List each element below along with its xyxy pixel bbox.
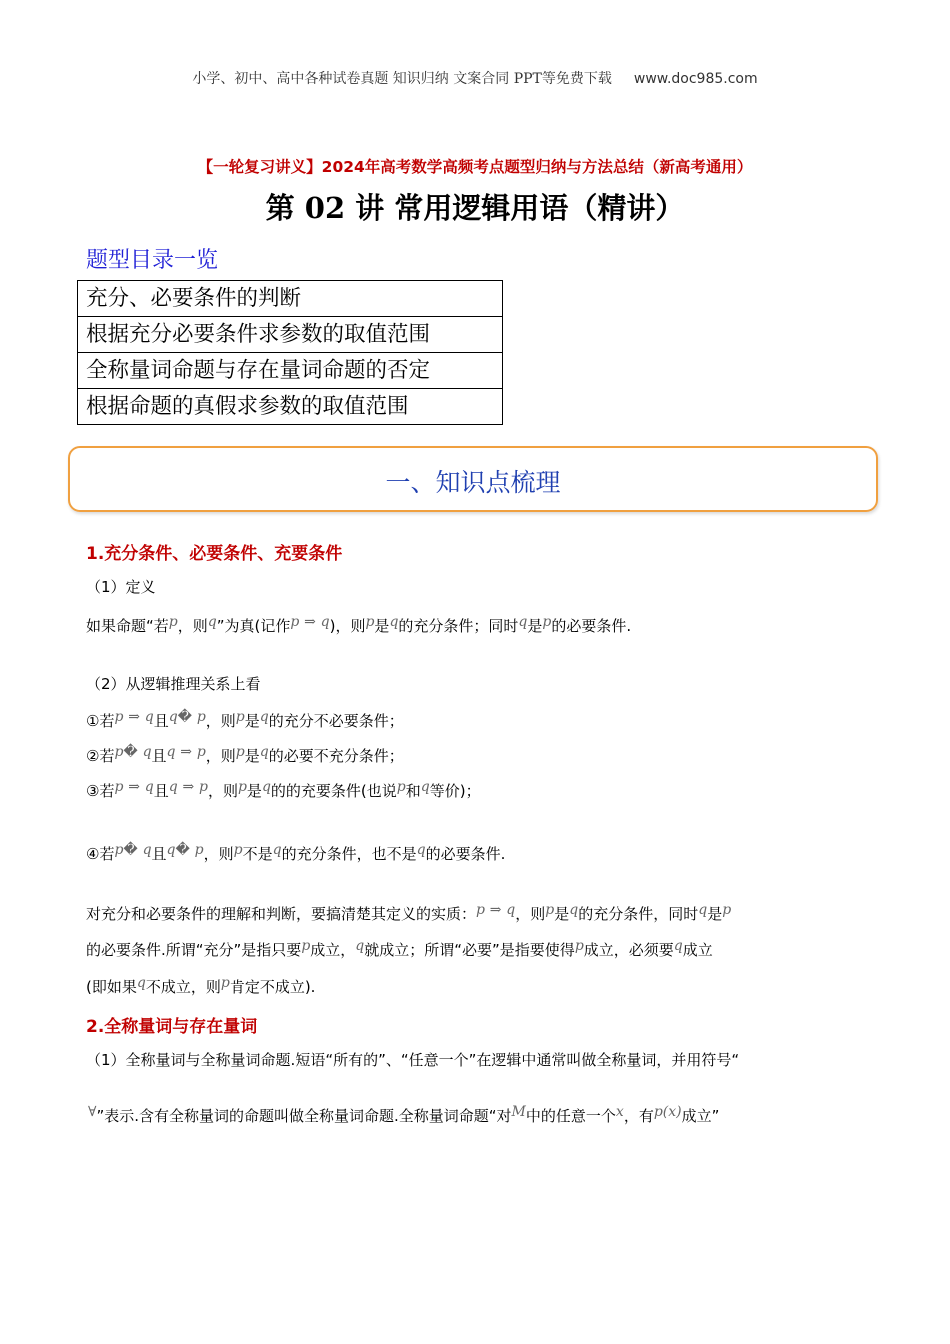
sub-logic: （2）从逻辑推理关系上看 [86, 675, 261, 693]
banner-text: 一、知识点梳理 [385, 468, 561, 497]
section-banner [68, 446, 878, 512]
logic-item-3: ③若p ⇒ q且q ⇒ p，则p是q的的充要条件(也说p和q等价)； [86, 779, 481, 800]
catalog-item: 根据命题的真假求参数的取值范围 [78, 389, 503, 425]
quantifier-line-1: （1）全称量词与全称量词命题.短语“所有的”、“任意一个”在逻辑中通常叫做全称量词，并用符号“ [86, 1051, 740, 1069]
explain-line-2: 的必要条件.所谓“充分”是指只要p成立，q就成立；所谓“必要”是指要使得p成立，必须要q成立 [86, 938, 713, 959]
catalog-item: 根据充分必要条件求参数的取值范围 [78, 317, 503, 353]
section1-heading: 1.充分条件、必要条件、充要条件 [86, 544, 343, 564]
series-title: 【一轮复习讲义】2024年高考数学高频考点题型归纳与方法总结（新高考通用） [197, 158, 753, 176]
page-title: 第 02 讲 常用逻辑用语（精讲） [265, 191, 685, 225]
explain-line-3: (即如果q不成立，则p肯定不成立). [86, 975, 316, 996]
header-site[interactable]: www.doc985.com [633, 71, 758, 87]
header-text: 小学、初中、高中各种试卷真题 知识归纳 文案合同 PPT等免费下载 [192, 71, 612, 87]
explain-line-1: 对充分和必要条件的理解和判断，要搞清楚其定义的实质：p ⇒ q，则p是q的充分条件，同时q是p [86, 902, 732, 923]
logic-item-1: ①若p ⇒ q且q� p，则p是q的充分不必要条件； [86, 709, 404, 730]
logic-item-4: ④若p� q且q� p，则p不是q的充分条件，也不是q的必要条件. [86, 842, 506, 863]
catalog-title: 题型目录一览 [86, 248, 219, 273]
catalog-item: 充分、必要条件的判断 [78, 281, 503, 317]
definition-line: 如果命题“若p，则q”为真(记作p ⇒ q)，则p是q的充分条件；同时q是p的必要条件. [86, 614, 632, 635]
logic-item-2: ②若p� q且q ⇒ p，则p是q的必要不充分条件； [86, 744, 404, 765]
page-header [0, 68, 950, 88]
catalog-table [77, 280, 503, 425]
catalog-item: 全称量词命题与存在量词命题的否定 [78, 353, 503, 389]
quantifier-line-2: ∀”表示.含有全称量词的命题叫做全称量词命题.全称量词命题“对M中的任意一个x，有p(x)成立” [88, 1104, 720, 1125]
section2-heading: 2.全称量词与存在量词 [86, 1017, 258, 1037]
sub-definition: （1）定义 [86, 578, 156, 596]
